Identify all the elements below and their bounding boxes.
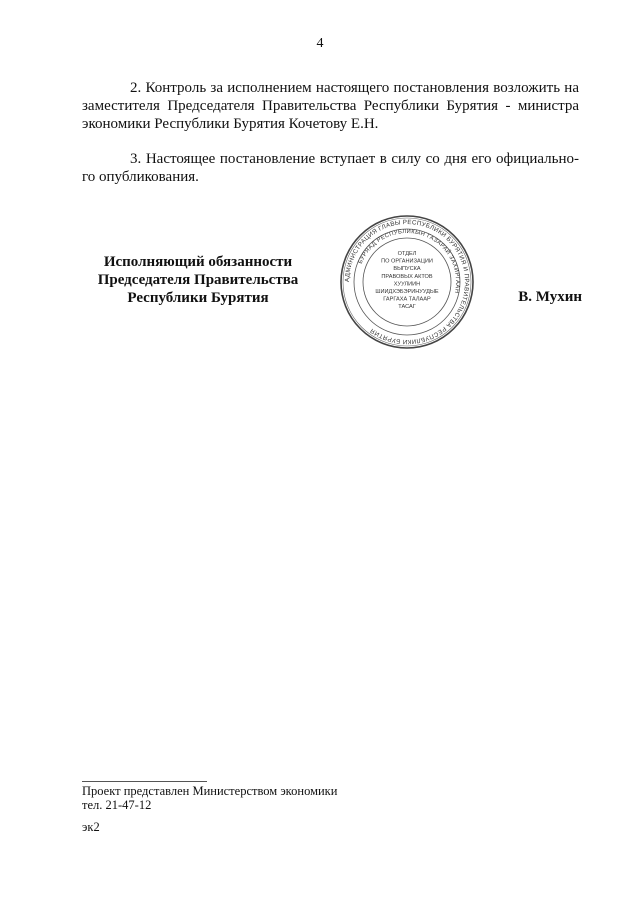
seal-center-line: ПРАВОВЫХ АКТОВ xyxy=(381,273,433,280)
footnote-divider xyxy=(82,781,207,782)
seal-center-line: ПО ОРГАНИЗАЦИИ xyxy=(381,258,433,265)
seal-center-text xyxy=(375,251,439,310)
document-code: эк2 xyxy=(82,820,100,834)
paragraph-3-line-1: 3. Настоящее постановление вступает в силу со дня его официально- xyxy=(130,151,579,167)
seal-center-line: ХУУЛИИН xyxy=(393,281,421,288)
page-number: 4 xyxy=(316,36,324,51)
signer-position xyxy=(90,253,306,307)
paragraph-3 xyxy=(82,150,579,186)
signer-position-line-3: Республики Бурятия xyxy=(127,290,269,306)
paragraph-2-line-2: заместителя Председателя Правительства Республики Бурятия - министра xyxy=(82,98,579,114)
paragraph-2-line-1: 2. Контроль за исполнением настоящего постановления возложить на xyxy=(130,80,579,96)
paragraph-3-line-2: го опубликования. xyxy=(82,169,199,185)
signer-position-line-2: Председателя Правительства xyxy=(97,272,299,288)
footnote-line-2: тел. 21-47-12 xyxy=(82,798,152,812)
signer-position-line-1: Исполняющий обязанности xyxy=(103,254,293,270)
signer-name: В. Мухин xyxy=(518,289,582,305)
seal-center-line: ГАРГАХА ТАЛААР xyxy=(383,296,431,303)
footnote-line-1: Проект представлен Министерством экономики xyxy=(82,784,338,798)
paragraph-2-line-3: экономики Республики Бурятия Кочетову Е.Н. xyxy=(82,116,379,132)
seal-center-line: ОТДЕЛ xyxy=(397,251,417,257)
seal-center-line: ВЫПУСКА xyxy=(393,266,421,273)
seal-center-line: ШИИДХЭБЭРИНУУДЫЕ xyxy=(375,289,439,295)
paragraph-2 xyxy=(82,79,579,133)
seal-center-line: ТАСАГ xyxy=(398,304,416,311)
official-seal xyxy=(339,214,475,350)
footnote xyxy=(82,784,337,812)
seal-outer-text: АДМИНИСТРАЦИЯ ГЛАВЫ РЕСПУБЛИКИ БУРЯТИЯ И ПРАВИТЕЛЬСТВА РЕСПУБЛИКИ БУРЯТИЯ xyxy=(343,218,471,346)
seal-inner-text: БУРЯАД РЕСПУБЛИКЫН ГАЗАРАЙ ЗАХИРГААН xyxy=(357,228,461,294)
